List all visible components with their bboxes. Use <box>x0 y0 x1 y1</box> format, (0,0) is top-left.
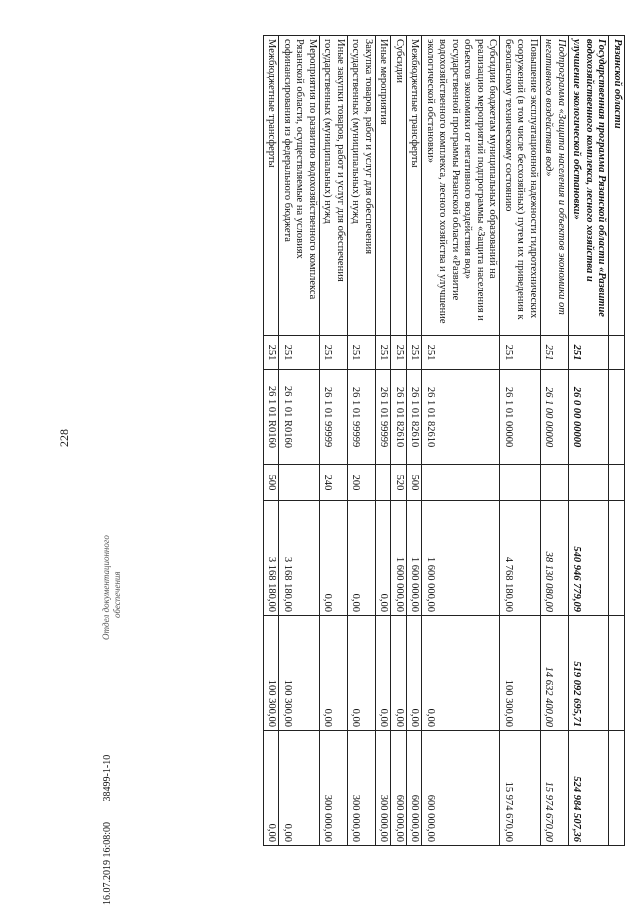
row-name: Закупка товаров, работ и услуг для обеспечения государственных (муниципальных) нужд <box>348 36 376 336</box>
row-vr-code <box>422 465 500 501</box>
row-csr-code <box>609 370 625 465</box>
row-sum-2021: 524 984 507,36 <box>569 731 610 846</box>
row-sum-2020: 14 632 400,00 <box>541 616 569 731</box>
row-sum-2021: 0,00 <box>279 731 320 846</box>
row-sum-2021: 300 000,00 <box>320 731 348 846</box>
row-sum-2020 <box>609 616 625 731</box>
row-name: Межбюджетные трансферты <box>264 36 280 336</box>
row-vr-code <box>541 465 569 501</box>
row-sum-2019: 4 768 180,00 <box>500 501 541 616</box>
row-sum-2020: 0,00 <box>407 616 423 731</box>
row-vr-code <box>279 465 320 501</box>
table-row <box>407 36 423 846</box>
row-name: Подпрограмма «Защита населения и объектов экономики от негативного воздействия вод» <box>541 36 569 336</box>
budget-table <box>263 35 625 846</box>
stamp-line-2: обеспечения <box>112 571 122 618</box>
row-sum-2020: 0,00 <box>320 616 348 731</box>
row-sum-2021: 15 974 670,00 <box>500 731 541 846</box>
row-sum-2020: 100 300,00 <box>279 616 320 731</box>
row-csr-code: 26 1 01 00000 <box>500 370 541 465</box>
row-sum-2021: 300 000,00 <box>348 731 376 846</box>
row-sum-2019: 38 130 080,00 <box>541 501 569 616</box>
row-sum-2019: 3 168 180,00 <box>264 501 280 616</box>
row-sum-2021 <box>609 731 625 846</box>
row-sum-2019: 1 600 000,00 <box>422 501 500 616</box>
row-sum-2021: 15 974 670,00 <box>541 731 569 846</box>
table-row <box>391 36 407 846</box>
row-sum-2021: 600 000,00 <box>422 731 500 846</box>
row-sum-2019 <box>609 501 625 616</box>
page-number: 228 <box>57 429 71 447</box>
row-sum-2020: 0,00 <box>391 616 407 731</box>
table-row <box>264 36 280 846</box>
row-ved-code: 251 <box>569 336 610 370</box>
row-csr-code: 26 1 01 82610 <box>422 370 500 465</box>
table-row <box>500 36 541 846</box>
row-name: Межбюджетные трансферты <box>407 36 423 336</box>
row-sum-2019: 1 600 000,00 <box>407 501 423 616</box>
row-name: Государственная программа Рязанской области «Развитие водохозяйственного комплекса, лесного хозяйства и улучшение экологической обстановки» <box>569 36 610 336</box>
row-sum-2021: 0,00 <box>264 731 280 846</box>
row-sum-2019: 3 168 180,00 <box>279 501 320 616</box>
table-row <box>376 36 392 846</box>
stamp-line-1: Отдел документационного <box>101 535 111 640</box>
row-vr-code: 500 <box>264 465 280 501</box>
row-vr-code <box>500 465 541 501</box>
row-sum-2021: 600 000,00 <box>391 731 407 846</box>
table-row <box>609 36 625 846</box>
row-vr-code: 500 <box>407 465 423 501</box>
table-row <box>541 36 569 846</box>
row-name: Иные мероприятия <box>376 36 392 336</box>
row-name: Мероприятия по развитию водохозяйственного комплекса Рязанской области, осуществляемые на условиях софинансирования из федерального бюджета <box>279 36 320 336</box>
row-ved-code: 251 <box>407 336 423 370</box>
row-ved-code: 251 <box>279 336 320 370</box>
row-ved-code: 251 <box>348 336 376 370</box>
row-sum-2020: 100 300,00 <box>264 616 280 731</box>
table-row <box>569 36 610 846</box>
row-sum-2019: 1 600 000,00 <box>391 501 407 616</box>
row-vr-code: 200 <box>348 465 376 501</box>
row-csr-code: 26 1 01 R0160 <box>279 370 320 465</box>
row-ved-code: 251 <box>500 336 541 370</box>
row-sum-2020: 0,00 <box>422 616 500 731</box>
budget-table-sheet <box>95 35 625 845</box>
row-vr-code: 240 <box>320 465 348 501</box>
table-row <box>422 36 500 846</box>
footer-datetime: 16.07.2019 16:08:00 <box>102 821 113 905</box>
row-sum-2020: 0,00 <box>376 616 392 731</box>
row-sum-2019: 540 946 779,09 <box>569 501 610 616</box>
row-csr-code: 26 0 00 00000 <box>569 370 610 465</box>
footer <box>102 755 113 905</box>
row-ved-code <box>609 336 625 370</box>
department-stamp <box>101 535 123 640</box>
row-name: Субсидии бюджетам муниципальных образований на реализацию мероприятий подпрограммы «Защита населения и объектов экономики от негативного воздействия вод» государственной программы Рязанской области «Развитие водохозяйственного комплекса, лесного хозяйства и улучшение экологической обстановки» <box>422 36 500 336</box>
row-ved-code: 251 <box>422 336 500 370</box>
table-row <box>320 36 348 846</box>
table-row <box>348 36 376 846</box>
row-ved-code: 251 <box>391 336 407 370</box>
row-csr-code: 26 1 01 82610 <box>391 370 407 465</box>
row-sum-2019: 0,00 <box>376 501 392 616</box>
row-csr-code: 26 1 00 00000 <box>541 370 569 465</box>
footer-doc-code: 38499-1-10 <box>102 754 113 802</box>
row-sum-2019: 0,00 <box>348 501 376 616</box>
row-ved-code: 251 <box>320 336 348 370</box>
row-ved-code: 251 <box>264 336 280 370</box>
row-sum-2020: 100 300,00 <box>500 616 541 731</box>
row-sum-2020: 519 092 695,71 <box>569 616 610 731</box>
row-csr-code: 26 1 01 99999 <box>348 370 376 465</box>
row-csr-code: 26 1 01 82610 <box>407 370 423 465</box>
row-vr-code <box>609 465 625 501</box>
row-vr-code: 520 <box>391 465 407 501</box>
row-sum-2021: 300 000,00 <box>376 731 392 846</box>
row-csr-code: 26 1 01 R0160 <box>264 370 280 465</box>
row-csr-code: 26 1 01 99999 <box>320 370 348 465</box>
row-sum-2021: 600 000,00 <box>407 731 423 846</box>
row-ved-code: 251 <box>376 336 392 370</box>
table-row <box>279 36 320 846</box>
row-name: Иные закупки товаров, работ и услуг для обеспечения государственных (муниципальных) нужд <box>320 36 348 336</box>
row-vr-code <box>569 465 610 501</box>
row-name: Субсидии <box>391 36 407 336</box>
row-ved-code: 251 <box>541 336 569 370</box>
row-vr-code <box>376 465 392 501</box>
row-sum-2019: 0,00 <box>320 501 348 616</box>
row-sum-2020: 0,00 <box>348 616 376 731</box>
row-csr-code: 26 1 01 99999 <box>376 370 392 465</box>
row-name: Рязанской области <box>609 36 625 336</box>
row-name: Повышение эксплуатационной надежности гидротехнических сооружений (в том числе бесхозяйных) путем их приведения к безопасному техническому состоянию <box>500 36 541 336</box>
